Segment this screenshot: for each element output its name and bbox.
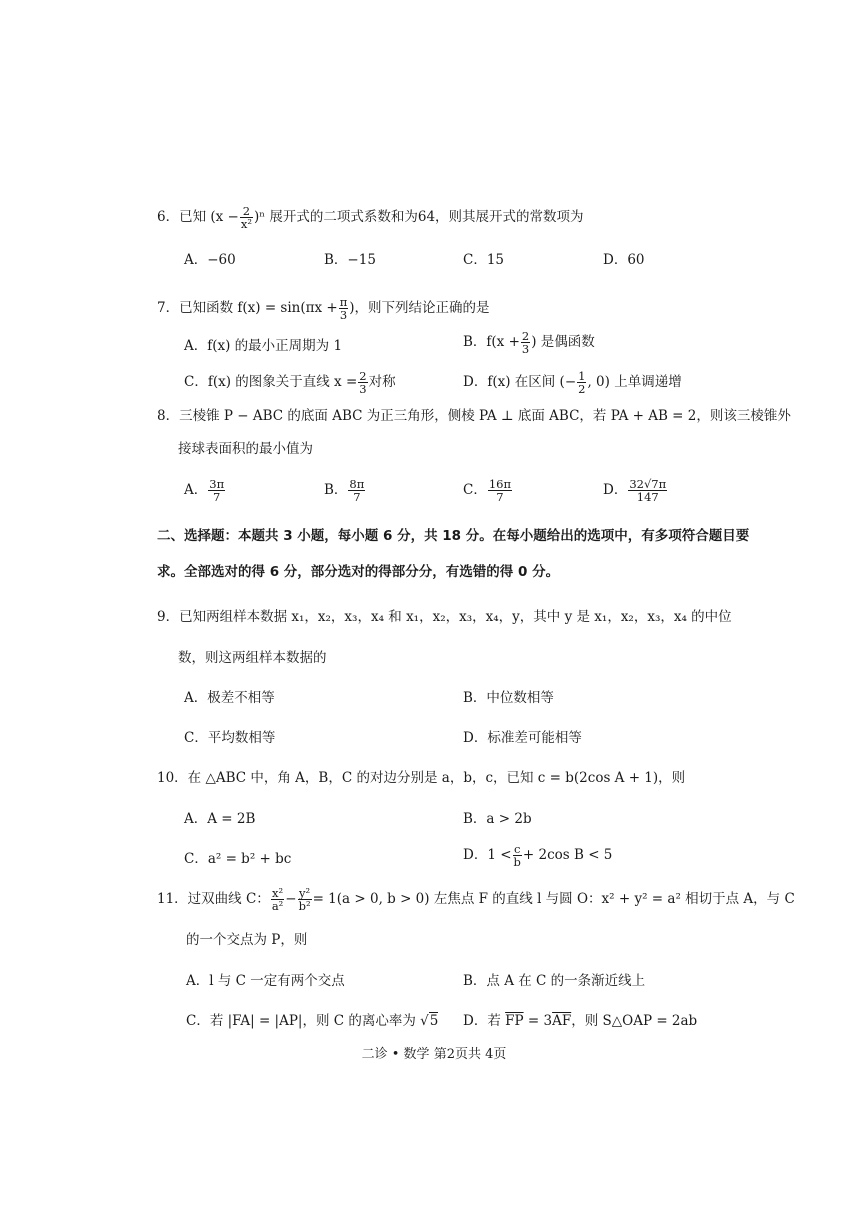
q11-option-b: B．点 A 在 C 的一条渐近线上	[463, 973, 646, 989]
q11-f2-num: y²	[299, 886, 311, 900]
question-11-line-2: 的一个交点为 P，则	[186, 932, 308, 948]
q6-option-d: D．60	[603, 252, 645, 268]
q11d-text-b: ，则 S△OAP = 2ab	[571, 1013, 698, 1029]
q8b-label: B．	[324, 482, 348, 499]
q6-option-a: A．−60	[184, 252, 236, 268]
q11-f2-den: b²	[298, 899, 311, 914]
q7c-num: 2	[359, 369, 367, 383]
q7-option-a: A．f(x) 的最小正周期为 1	[184, 338, 343, 354]
q7c-text-a: C．f(x) 的图象关于直线 x =	[184, 374, 358, 391]
q11-option-c	[186, 1012, 438, 1030]
q11d-text-a: D．若	[463, 1013, 501, 1029]
q11-text-b: = 1(a > 0, b > 0) 左焦点 F 的直线 l 与圆 O：x² + y² = a² 相切于点 A，与 C	[312, 891, 795, 908]
q8c-fraction	[488, 478, 512, 503]
q11-option-a: A．l 与 C 一定有两个交点	[186, 973, 345, 989]
q10-option-a: A．A = 2B	[184, 811, 256, 827]
q8a-label: A．	[184, 482, 208, 499]
q11-option-d	[463, 1012, 697, 1030]
q10d-den: b	[513, 855, 521, 870]
q7-option-d	[463, 370, 682, 395]
q10-option-b: B．a > 2b	[463, 811, 532, 827]
q6-frac-num: 2	[242, 204, 251, 218]
q8a-den: 7	[208, 490, 225, 503]
question-8-line-1: 8．三棱锥 P − ABC 的底面 ABC 为正三角形，侧棱 PA ⊥ 底面 ABC，若 PA + AB = 2，则该三棱锥外	[157, 408, 791, 424]
q6-option-c: C．15	[463, 252, 505, 268]
q7b-text-a: B．f(x +	[463, 334, 520, 351]
q10d-text-b: + 2cos B < 5	[522, 847, 613, 864]
q8c-num: 16π	[488, 477, 512, 491]
q10d-fraction	[513, 843, 522, 868]
q7b-fraction	[521, 330, 530, 355]
q8-option-d	[603, 478, 668, 503]
q10-option-c: C．a² = b² + bc	[184, 851, 292, 867]
q7-option-b	[463, 330, 595, 355]
q8d-den: 147	[628, 490, 667, 503]
q7c-fraction	[358, 370, 367, 395]
q8b-num: 8π	[349, 477, 365, 491]
q10d-num: c	[513, 842, 521, 856]
q8c-den: 7	[488, 490, 512, 503]
q8-option-c	[463, 478, 513, 503]
q6-text-a: 6．已知 (x −	[157, 209, 239, 226]
q9-option-b: B．中位数相等	[463, 690, 554, 706]
q7-option-c	[184, 370, 396, 395]
q7d-text-a: D．f(x) 在区间 (−	[463, 374, 577, 391]
q11-frac-1	[271, 887, 284, 912]
q10d-text-a: D．1 <	[463, 847, 512, 864]
q7b-den: 3	[521, 342, 530, 357]
q9-option-d: D．标准差可能相等	[463, 730, 582, 746]
q7d-fraction	[577, 370, 586, 395]
q11-minus: −	[285, 891, 297, 908]
q7-frac-num: π	[339, 295, 348, 309]
question-9-line-2: 数，则这两组样本数据的	[178, 650, 327, 666]
q6-frac-den: x²	[240, 217, 252, 232]
q11d-text-m: = 3	[527, 1013, 553, 1029]
q11-frac-2	[298, 887, 312, 912]
q8b-den: 7	[348, 490, 365, 503]
q8b-fraction	[348, 478, 365, 503]
q11d-vector-fp: $\overline{FP}$	[505, 1013, 524, 1029]
q8d-num: 32√7π	[629, 477, 667, 491]
q7d-num: 1	[578, 369, 586, 383]
question-11-line-1	[157, 887, 795, 912]
q11-f1-den: a²	[271, 899, 284, 914]
q7-fraction	[339, 296, 349, 321]
section-2-heading-line-2: 求。全部选对的得 6 分，部分选对的得部分分，有选错的得 0 分。	[157, 564, 560, 580]
question-10-stem: 10．在 △ABC 中，角 A，B，C 的对边分别是 a，b，c，已知 c = b(2cos A + 1)，则	[157, 770, 686, 786]
section-2-heading-line-1: 二、选择题：本题共 3 小题，每小题 6 分，共 18 分。在每小题给出的选项中，有多项符合题目要	[157, 528, 750, 544]
q7b-num: 2	[521, 329, 530, 343]
q6-option-b: B．−15	[324, 252, 376, 268]
q11c-radicand: 5	[429, 1013, 439, 1029]
q8-option-a	[184, 478, 226, 503]
q7b-text-b: ) 是偶函数	[531, 334, 595, 351]
q8-option-b	[324, 478, 366, 503]
q7-frac-den: 3	[339, 308, 348, 323]
q7-text-b: )，则下列结论正确的是	[349, 300, 490, 317]
question-7-stem	[157, 296, 490, 321]
q9-option-a: A．极差不相等	[184, 690, 275, 706]
q9-option-c: C．平均数相等	[184, 730, 276, 746]
q7d-den: 2	[578, 382, 586, 397]
q11d-vector-af: $\overline{AF}$	[552, 1013, 572, 1029]
q7d-text-b: , 0) 上单调递增	[587, 374, 682, 391]
q8d-fraction	[628, 478, 667, 503]
q7-text-a: 7．已知函数 f(x) = sin(πx +	[157, 300, 338, 317]
q7c-den: 3	[359, 382, 367, 397]
page-footer: 二诊 • 数学 第2页共 4页	[361, 1047, 507, 1062]
q8c-label: C．	[463, 482, 487, 499]
q11-f1-num: x²	[271, 886, 284, 900]
q11-text-a: 11．过双曲线 C：	[157, 891, 270, 908]
question-9-line-1: 9．已知两组样本数据 x₁，x₂，x₃，x₄ 和 x₁，x₂，x₃，x₄，y，其中 y 是 x₁，x₂，x₃，x₄ 的中位	[157, 609, 732, 625]
q8a-fraction	[208, 478, 225, 503]
q8a-num: 3π	[209, 477, 225, 491]
q7c-text-b: 对称	[368, 374, 396, 391]
q11c-text: C．若 |FA| = |AP|，则 C 的离心率为 √	[186, 1013, 429, 1029]
question-8-line-2: 接球表面积的最小值为	[178, 441, 313, 457]
question-6-stem	[157, 205, 584, 230]
q6-text-b: )ⁿ 展开式的二项式系数和为64，则其展开式的常数项为	[253, 209, 584, 226]
q10-option-d	[463, 843, 612, 868]
q8d-label: D．	[603, 482, 628, 499]
q6-fraction	[240, 205, 253, 230]
